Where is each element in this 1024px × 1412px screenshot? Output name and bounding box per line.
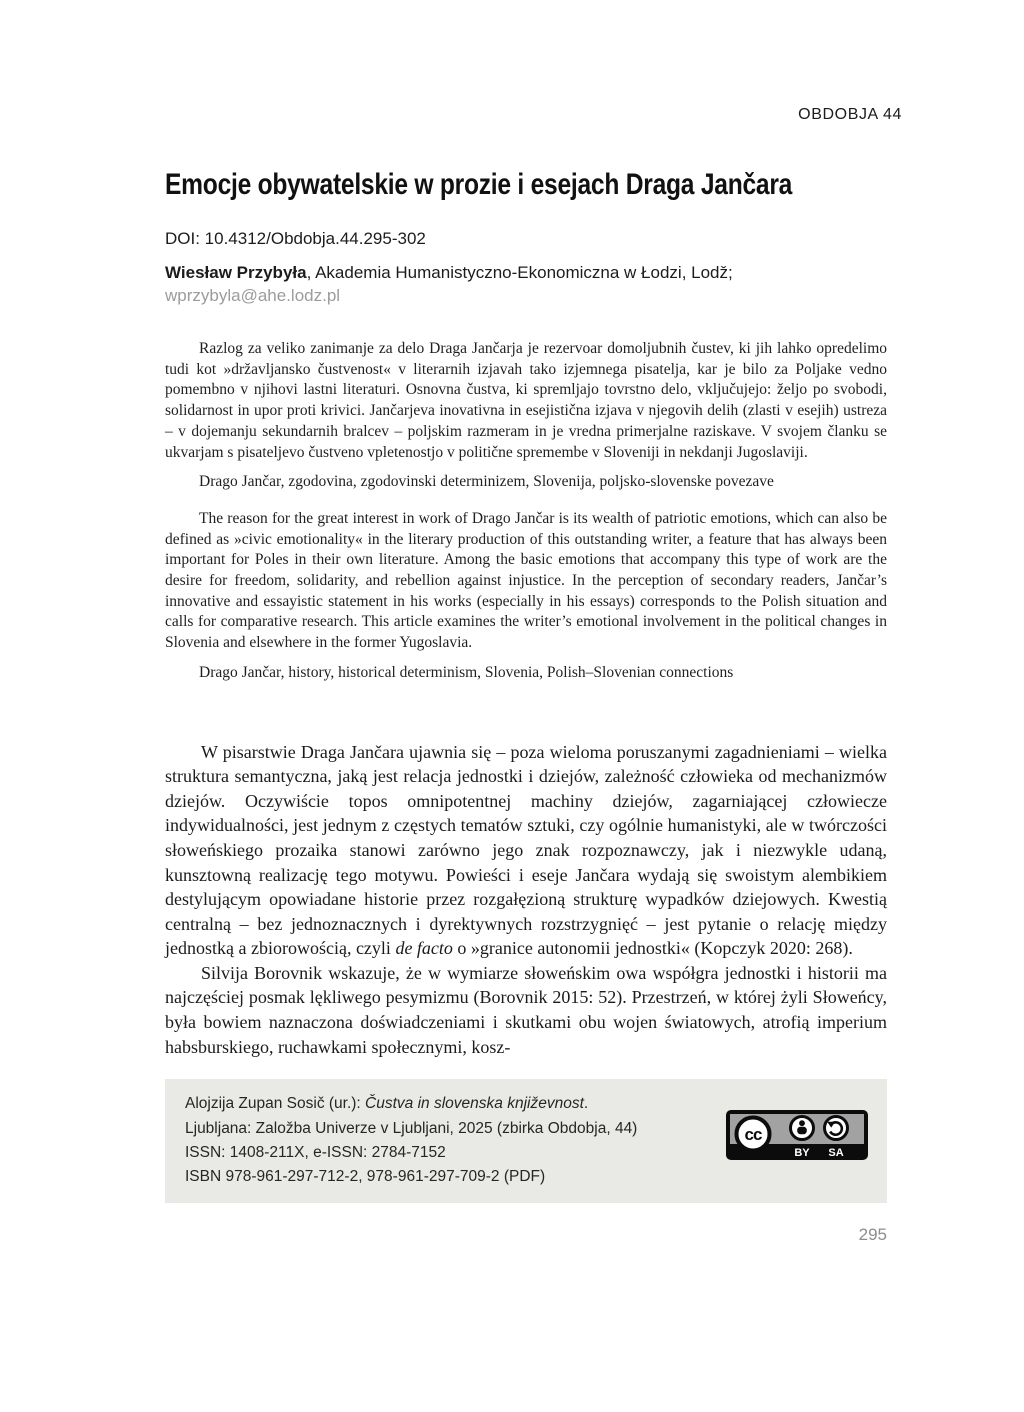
page-number: 295 <box>858 1224 887 1244</box>
colophon-issn-line: ISSN: 1408-211X, e-ISSN: 2784-7152 <box>185 1144 446 1162</box>
body-paragraph-1-end: o »granice autonomii jednostki« (Kopczyk 2020: 268). <box>452 938 853 959</box>
article-content <box>165 0 887 1245</box>
cc-icon <box>737 1118 770 1151</box>
colophon-editor-prefix: Alojzija Zupan Sosič (ur.): <box>185 1095 366 1113</box>
author-affiliation: , Akademia Humanistyczno-Ekonomiczna w Łodzi, Lodž; <box>306 263 733 282</box>
by-label: BY <box>794 1147 810 1160</box>
colophon-publisher-line: Ljubljana: Založba Univerze v Ljubljani, 2025 (zbirka Obdobja, 44) <box>185 1119 638 1137</box>
colophon-editor-suffix: . <box>583 1095 589 1113</box>
svg-text:cc: cc <box>744 1125 762 1145</box>
keywords-slovenian: Drago Jančar, zgodovina, zgodovinski determinizem, Slovenija, poljsko-slovenske povezave <box>199 473 774 491</box>
colophon-editor-line <box>185 1092 707 1116</box>
journal-running-head: OBDOBJA 44 <box>798 106 902 123</box>
doi-line: DOI: 10.4312/Obdobja.44.295-302 <box>165 229 426 248</box>
body-paragraph-1 <box>165 740 887 961</box>
article-body <box>165 740 887 1060</box>
sa-label: SA <box>828 1147 844 1160</box>
body-paragraph-1-italic: de facto <box>395 938 453 959</box>
abstract-english: The reason for the great interest in work of Drago Jančar is its wealth of patriotic emotions, which can also be defined as »civic emotionality« in the literary production of this outstanding writer, a feature that has always been important for Poles in their own literature. Among the basic emotions that accompany this type of work are the desire for freedom, solidarity, and rebellion against injustice. In the perception of secondary readers, Jančar’s innovative and essayistic statement in his works (especially in his essays) corresponds to the Polish situation and calls for comparative research. This article examines the writer’s emotional involvement in the political changes in Slovenia and elsewhere in the former Yugoslavia. <box>165 509 887 652</box>
colophon-book-title: Čustva in slovenska književnost <box>365 1095 584 1113</box>
keywords-english: Drago Jančar, history, historical determinism, Slovenia, Polish–Slovenian connections <box>199 663 734 681</box>
article-title: Emocje obywatelskie w prozie i esejach Draga Jančara <box>165 168 793 201</box>
author-name: Wiesław Przybyła <box>165 263 307 282</box>
body-paragraph-1-text: W pisarstwie Draga Jančara ujawnia się – poza wieloma poruszanymi zagadnieniami – wielka struktura semantyczna, jaką jest relacja jednostki i dziejów, zależność człowieka od mechanizmów dziejów. Oczywiście topos omnipotentnej machiny dziejów, zagarniającej człowiecze indywidualności, jest jednym z częstych tematów sztuki, czy ogólnie humanistyki, ale w twórczości słoweńskiego prozaika stanowi zarówno jego znak rozpoznawczy, jak i niezwykle udaną, kunsztowną realizację tego motywu. Powieści i eseje Jančara wydają się swoistym alembikiem destylującym opowiadane historie przez rozgałęzioną strukturę wypadków dziejowych. Kwestią centralną – bez jednoznacznych i dyrektywnych rozstrzygnięć – jest pytanie o relację między jednostką a zbiorowością, czyli <box>165 741 887 959</box>
colophon-box <box>165 1079 887 1203</box>
author-line <box>165 262 887 283</box>
colophon-isbn-line: ISBN 978-961-297-712-2, 978-961-297-709-2 (PDF) <box>185 1168 546 1186</box>
cc-by-sa-license-badge[interactable] <box>726 1110 868 1160</box>
abstract-slovenian: Razlog za veliko zanimanje za delo Draga Jančarja je rezervoar domoljubnih čustev, ki jih lahko opredelimo tudi kot »državljansko čustvenost« v literarnih izjavah tako izjemnega pisatelja, kar je bilo za Poljake vedno pomembno v njihovi lastni literaturi. Osnovna čustva, ki spremljajo tovrstno delo, vključujejo: željo po svobodi, solidarnost in upor proti krivici. Jančarjeva inovativna in esejistična izjava v njegovih delih (zlasti v esejih) ustreza – v dojemanju sekundarnih bralcev – poljskim razmeram in je vredna primerjalne raziskave. V svojem članku se ukvarjam s pisateljevo čustveno vpletenostjo v politične spremembe v Sloveniji in nekdanji Jugoslaviji. <box>165 340 887 461</box>
author-email-link[interactable]: wprzybyla@ahe.lodz.pl <box>165 286 341 305</box>
share-alike-icon <box>825 1117 848 1140</box>
person-icon <box>791 1117 814 1140</box>
body-paragraph-2: Silvija Borovnik wskazuje, że w wymiarze słoweńskim owa współgra jednostki i historii ma najczęściej posmak lękliwego pesymizmu (Borovnik 2015: 52). Przestrzeń, w której żyli Słoweńcy, była bowiem naznaczona doświadczeniami i skutkami obu wojen światowych, atrofią imperium habsburskiego, ruchawkami społecznymi, kosz- <box>165 962 887 1057</box>
